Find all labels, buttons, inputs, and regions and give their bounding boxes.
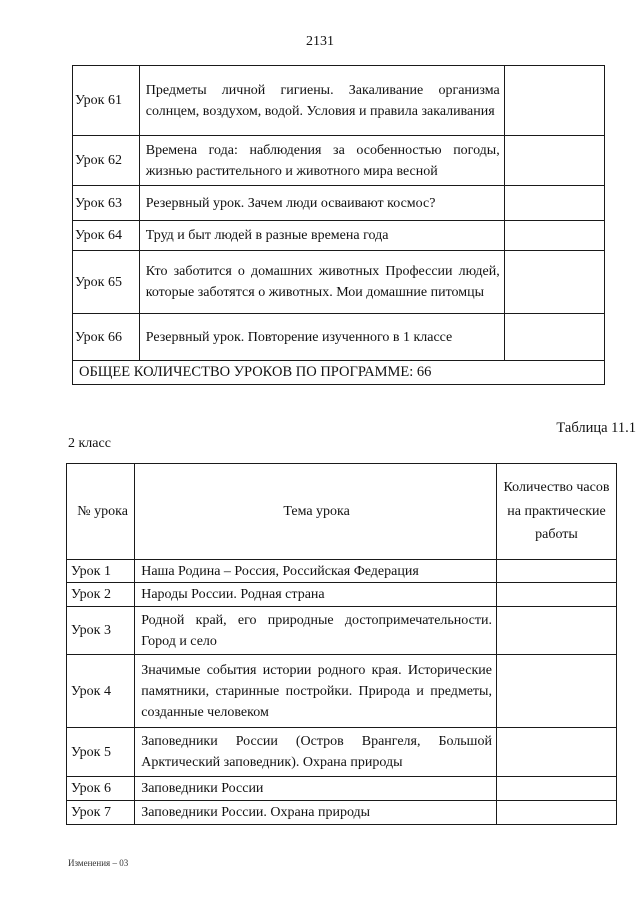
practical-hours-cell [504,186,604,221]
table-row [67,560,617,583]
footer-revision: Изменения – 03 [68,858,129,868]
practical-hours-cell [496,777,616,801]
lesson-number: Урок 62 [73,136,140,186]
table-row [67,777,617,801]
lesson-topic: Труд и быт людей в разные времена года [139,221,504,251]
table-row [67,801,617,825]
lesson-number: Урок 64 [73,221,140,251]
table-row [67,728,617,777]
table-row [67,655,617,728]
lesson-number: Урок 61 [73,66,140,136]
table-row [67,607,617,655]
lesson-number: Урок 63 [73,186,140,221]
lesson-topic: Предметы личной гигиены. Закаливание организма солнцем, воздухом, водой. Условия и правила закаливания [139,66,504,136]
practical-hours-cell [496,655,616,728]
lessons-table-grade-2 [66,463,617,825]
column-header-topic: Тема урока [135,464,497,560]
table-caption: Таблица 11.1 [556,420,636,436]
lesson-topic: Заповедники России (Остров Врангеля, Большой Арктический заповедник). Охрана природы [135,728,497,777]
practical-hours-cell [504,251,604,314]
practical-hours-cell [504,314,604,361]
lesson-topic: Народы России. Родная страна [135,583,497,607]
lesson-topic: Резервный урок. Повторение изученного в 1 классе [139,314,504,361]
lesson-topic: Заповедники России [135,777,497,801]
lesson-number: Урок 5 [67,728,135,777]
lesson-number: Урок 1 [67,560,135,583]
lesson-number: Урок 4 [67,655,135,728]
table-row [73,221,605,251]
grade-label: 2 класс [68,436,111,451]
practical-hours-cell [496,728,616,777]
lesson-topic: Времена года: наблюдения за особенностью погоды, жизнью растительного и животного мира весной [139,136,504,186]
practical-hours-cell [496,560,616,583]
practical-hours-cell [496,801,616,825]
lesson-topic: Родной край, его природные достопримечательности. Город и село [135,607,497,655]
lesson-number: Урок 2 [67,583,135,607]
page-number: 2131 [306,34,334,49]
lesson-number: Урок 7 [67,801,135,825]
lesson-topic: Наша Родина – Россия, Российская Федерация [135,560,497,583]
lessons-table-grade-1 [72,65,605,385]
table-row [73,251,605,314]
header-row [67,464,617,560]
lesson-topic: Заповедники России. Охрана природы [135,801,497,825]
total-row [73,361,605,385]
lesson-topic: Кто заботится о домашних животных Профессии людей, которые заботятся о животных. Мои домашние питомцы [139,251,504,314]
practical-hours-cell [496,607,616,655]
lesson-number: Урок 65 [73,251,140,314]
table-row [73,66,605,136]
lesson-number: Урок 6 [67,777,135,801]
practical-hours-cell [496,583,616,607]
practical-hours-cell [504,221,604,251]
lesson-topic: Резервный урок. Зачем люди осваивают космос? [139,186,504,221]
practical-hours-cell [504,136,604,186]
column-header-number: № урока [67,464,135,560]
column-header-hours: Количество часов на практические работы [496,464,616,560]
table-row [67,583,617,607]
practical-hours-cell [504,66,604,136]
table-row [73,314,605,361]
lesson-number: Урок 66 [73,314,140,361]
lesson-number: Урок 3 [67,607,135,655]
lesson-topic: Значимые события истории родного края. Исторические памятники, старинные постройки. Природа и предметы, созданные человеком [135,655,497,728]
total-lessons: ОБЩЕЕ КОЛИЧЕСТВО УРОКОВ ПО ПРОГРАММЕ: 66 [73,361,605,385]
table-row [73,186,605,221]
table-row [73,136,605,186]
